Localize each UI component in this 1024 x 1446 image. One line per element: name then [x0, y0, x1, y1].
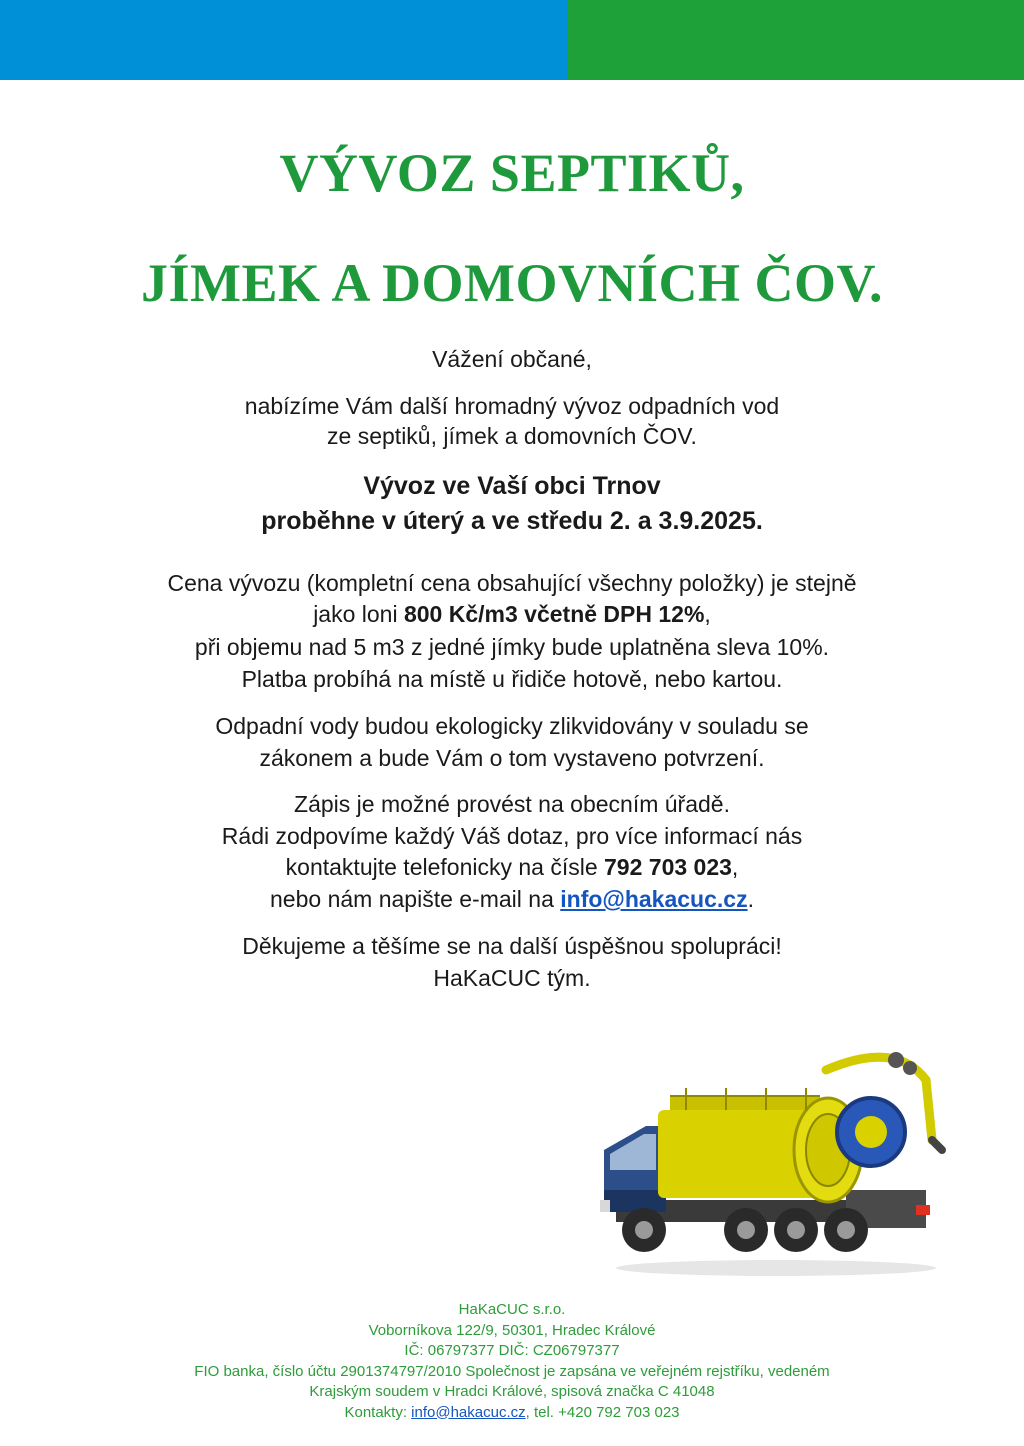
price-line4: Platba probíhá na místě u řidiče hotově, nebo kartou. [241, 666, 783, 692]
footer-email-link[interactable]: info@hakacuc.cz [411, 1403, 526, 1421]
contact-line3 [0, 854, 1024, 881]
sewage-truck-icon [596, 1040, 956, 1280]
price-line3: při objemu nad 5 m3 z jedné jímky bude uplatněna sleva 10%. [194, 634, 830, 660]
footer [0, 1300, 1024, 1423]
page-title-line1: VÝVOZ SEPTIKŮ, [279, 143, 745, 203]
footer-contacts-prefix: Kontakty: [344, 1403, 412, 1421]
price-value: 800 Kč/m3 včetně DPH 12% [403, 601, 705, 627]
contact-line3-prefix: kontaktujte telefonicky na čísle [285, 854, 605, 880]
footer-contacts-suffix: , tel. +420 792 703 023 [525, 1403, 680, 1421]
contact-line2: Rádi zodpovíme každý Váš dotaz, pro více informací nás [221, 823, 803, 849]
contact-line1: Zápis je možné provést na obecním úřadě. [294, 791, 730, 817]
footer-court: Krajským soudem v Hradci Králové, spisová značka C 41048 [309, 1383, 715, 1400]
eco-line1: Odpadní vody budou ekologicky zlikvidovány v souladu se [215, 713, 809, 739]
offer-line1: nabízíme Vám další hromadný vývoz odpadních vod [244, 393, 780, 419]
footer-company: HaKaCUC s.r.o. [458, 1301, 566, 1318]
eco-line2: zákonem a bude Vám o tom vystaveno potvrzení. [259, 745, 765, 771]
price-line2-suffix: , [704, 601, 711, 627]
contact-line4-prefix: nebo nám napište e-mail na [270, 886, 561, 912]
thanks-line2: HaKaCUC tým. [433, 965, 591, 991]
footer-contacts [0, 1403, 1024, 1424]
contact-line3-suffix: , [731, 854, 739, 880]
greeting: Vážení občané, [432, 346, 592, 372]
contact-line4 [0, 886, 1024, 913]
contact-line4-suffix: . [747, 886, 754, 912]
offer-line2: ze septiků, jímek a domovních ČOV. [327, 423, 697, 449]
price-line1: Cena vývozu (kompletní cena obsahující všechny položky) je stejně [167, 570, 857, 596]
contact-email-link[interactable]: info@hakacuc.cz [560, 886, 748, 912]
price-line2-prefix: jako loni [313, 601, 404, 627]
contact-phone: 792 703 023 [604, 854, 732, 880]
price-line2 [0, 601, 1024, 628]
page-title-line2: JÍMEK A DOMOVNÍCH ČOV. [140, 253, 884, 313]
footer-bank: FIO banka, číslo účtu 2901374797/2010 Společnost je zapsána ve veřejném rejstříku, vedeném [194, 1362, 830, 1380]
date-line2: proběhne v úterý a ve středu 2. a 3.9.2025. [261, 507, 763, 535]
header-band-green [567, 0, 1024, 80]
thanks-line1: Děkujeme a těšíme se na další úspěšnou spolupráci! [242, 933, 782, 959]
footer-address: Voborníkova 122/9, 50301, Hradec Králové [368, 1321, 656, 1339]
header-band-blue [0, 0, 567, 80]
date-line1: Vývoz ve Vaší obci Trnov [363, 472, 661, 500]
footer-ids: IČ: 06797377 DIČ: CZ06797377 [404, 1342, 620, 1359]
